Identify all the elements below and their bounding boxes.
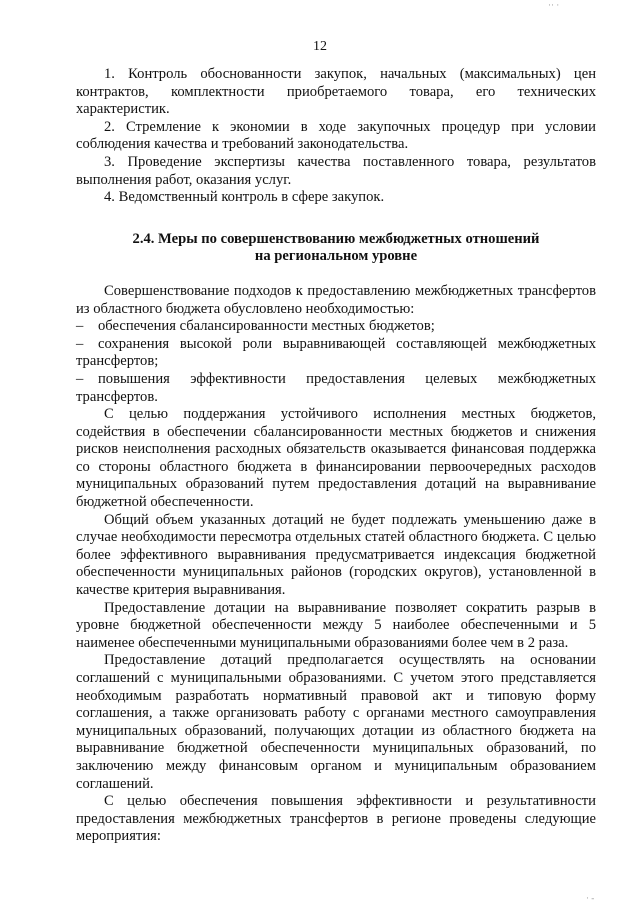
dash-marker: –: [76, 335, 84, 352]
dash-marker: –: [76, 370, 84, 387]
paragraph-1: С целью поддержания устойчивого исполнения местных бюджетов, содействия в обеспечении сбалансированности местных бюджетов и снижения рисков неисполнения расходных обязательств оказывается финансовая поддержка со стороны областного бюджета в финансировании первоочередных расходов муниципальных образований путем предоставления дотаций на выравнивание бюджетной обеспеченности.: [76, 406, 596, 511]
bullet-text: обеспечения сбалансированности местных бюджетов;: [98, 318, 435, 335]
bullet-1: [76, 318, 596, 336]
intro-paragraph: Совершенствование подходов к предоставлению межбюджетных трансфертов из областного бюджета обусловлено необходимостью:: [76, 282, 596, 317]
paragraph-5: С целью обеспечения повышения эффективности и результативности предоставления межбюджетных трансфертов в регионе проведены следующие мероприятия:: [76, 793, 596, 845]
bullet-2: [76, 336, 596, 371]
list-item-1: 1. Контроль обоснованности закупок, начальных (максимальных) цен контрактов, комплектности приобретаемого товара, его технических характеристик.: [76, 66, 596, 118]
paragraph-2: Общий объем указанных дотаций не будет подлежать уменьшению даже в случае необходимости пересмотра отдельных статей областного бюджета. С целью более эффективного выравнивания предусматривается индексация бюджетной обеспеченности муниципальных районов (городских округов), установленной в качестве критерия выравнивания.: [76, 511, 596, 599]
bullet-3: [76, 371, 596, 406]
section-heading-line-2: на региональном уровне: [254, 248, 418, 265]
paragraph-4: Предоставление дотаций предполагается осуществлять на основании соглашений с муниципальными образованиями. С учетом этого представляется необходимым разработать нормативный правовой акт и типовую форму соглашения, а также организовать работу с органами местного самоуправления муниципальных образований, получающих дотации из областного бюджета на выравнивание бюджетной обеспеченности муниципальных образований, по заключению между финансовым органом и муниципальным образованием соглашений.: [76, 652, 596, 792]
paragraph-3: Предоставление дотации на выравнивание позволяет сократить разрыв в уровне бюджетной обеспеченности между 5 наиболее обеспеченными и 5 наименее обеспеченными муниципальными образованиями более чем в 2 раза.: [76, 599, 596, 651]
scan-mark-bottom: · -: [586, 893, 595, 903]
dash-marker: –: [76, 318, 84, 335]
list-item-3: 3. Проведение экспертизы качества поставленного товара, результатов выполнения работ, оказания услуг.: [76, 153, 596, 188]
bullet-text: повышения эффективности предоставления целевых межбюджетных трансфертов.: [76, 370, 596, 405]
document-body: [76, 66, 596, 846]
section-heading-line-1: 2.4. Меры по совершенствованию межбюджетных отношений: [132, 230, 540, 247]
scan-mark-top: ·· ·: [548, 0, 560, 10]
bullet-text: сохранения высокой роли выравнивающей составляющей межбюджетных трансфертов;: [76, 335, 596, 370]
list-item-2: 2. Стремление к экономии в ходе закупочных процедур при условии соблюдения качества и требований законодательства.: [76, 118, 596, 153]
section-heading: [76, 231, 596, 266]
page-number: 12: [313, 39, 327, 54]
list-item-4: 4. Ведомственный контроль в сфере закупок.: [104, 189, 385, 206]
